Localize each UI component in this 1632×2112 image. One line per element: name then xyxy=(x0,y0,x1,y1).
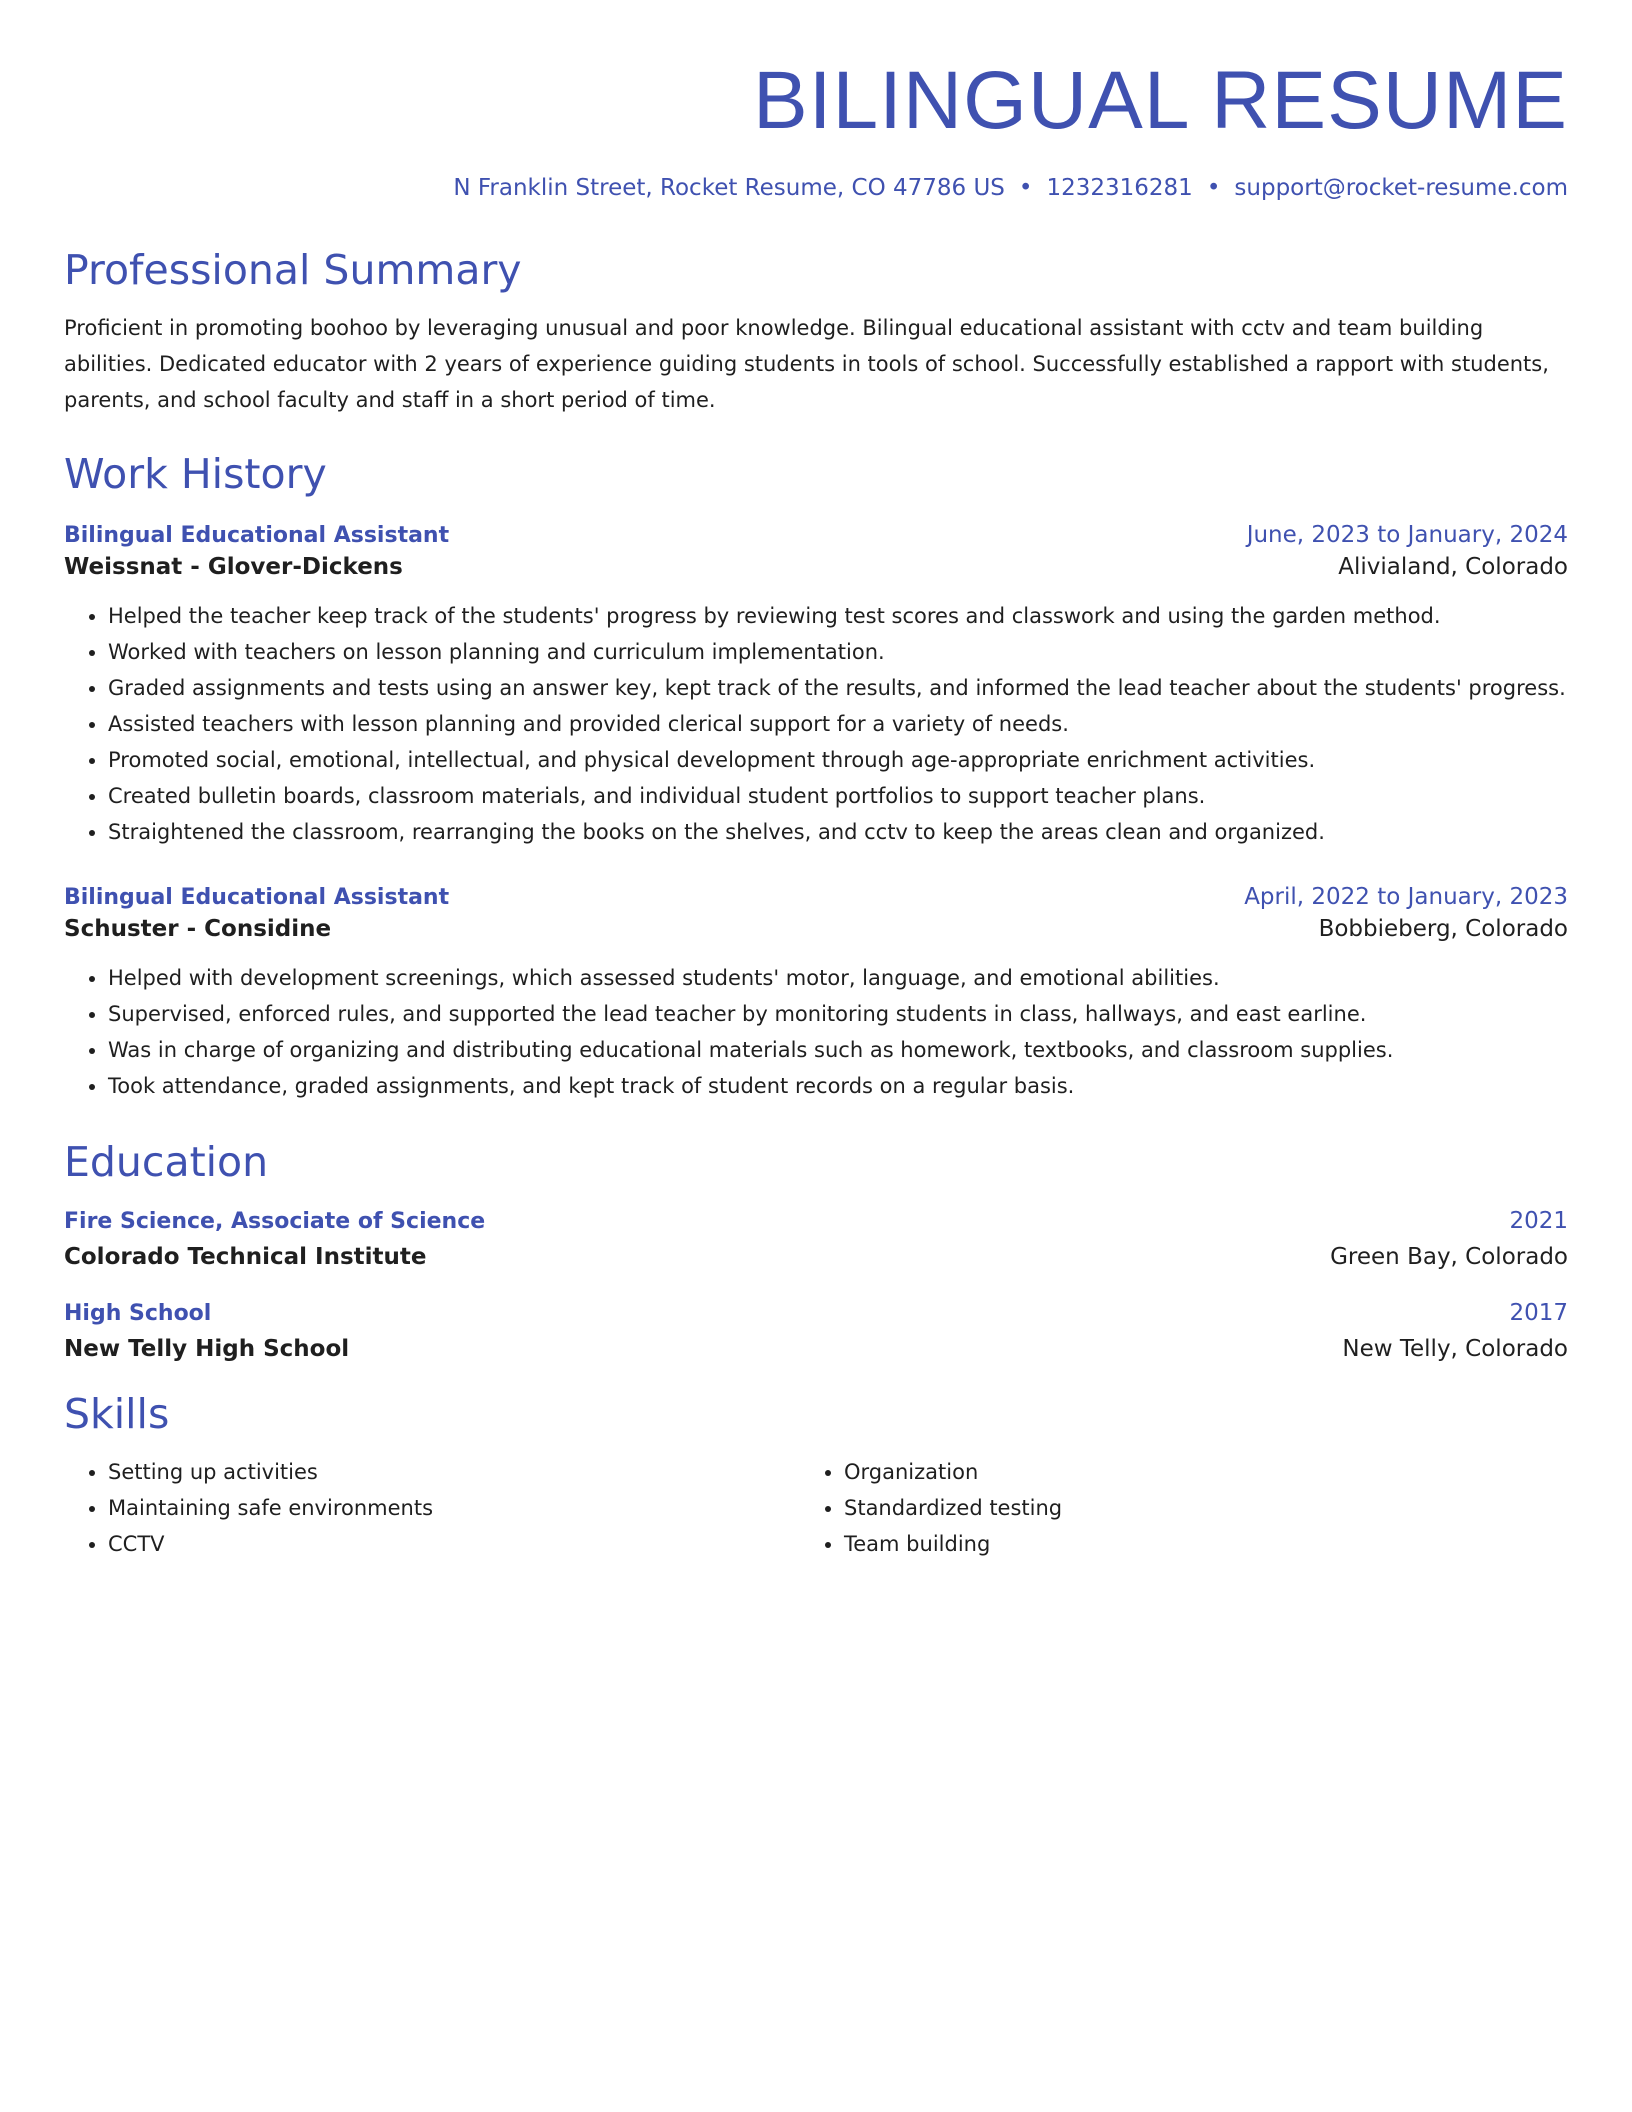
summary-section xyxy=(64,242,1568,418)
job-dates: June, 2023 to January, 2024 xyxy=(1246,522,1568,548)
job-title: Bilingual Educational Assistant xyxy=(64,523,450,548)
education-degree: Fire Science, Associate of Science xyxy=(64,1209,486,1234)
job-bullet: • Graded assignments and tests using an answer key, kept track of the results, and informed the lead teacher about the students' progress. xyxy=(108,670,1568,706)
contact-separator: • xyxy=(1018,175,1033,201)
skill-item: • Team building xyxy=(844,1526,1536,1562)
contact-phone: 1232316281 xyxy=(1046,175,1193,201)
contact-line xyxy=(64,172,1568,204)
skill-item: • Maintaining safe environments xyxy=(108,1490,800,1526)
resume-name: BILINGUAL RESUME xyxy=(753,55,1568,146)
resume-header xyxy=(64,0,1568,204)
job-bullet: • Worked with teachers on lesson planning and curriculum implementation. xyxy=(108,634,1568,670)
work-history-section xyxy=(64,446,1568,1104)
job-bullet: • Straightened the classroom, rearranging the books on the shelves, and cctv to keep the areas clean and organized. xyxy=(108,814,1568,850)
skills-heading: Skills xyxy=(64,1390,170,1438)
job-location: Bobbieberg, Colorado xyxy=(1318,916,1568,942)
job-bullet: • Assisted teachers with lesson planning and provided clerical support for a variety of needs. xyxy=(108,706,1568,742)
job-bullet: • Created bulletin boards, classroom materials, and individual student portfolios to support teacher plans. xyxy=(108,778,1568,814)
summary-heading: Professional Summary xyxy=(64,246,522,294)
contact-address: N Franklin Street, Rocket Resume, CO 47786 US xyxy=(453,175,1005,201)
education-section xyxy=(64,1134,1568,1362)
education-entry xyxy=(64,1208,1568,1270)
skill-item: • CCTV xyxy=(108,1526,800,1562)
skill-item: • Standardized testing xyxy=(844,1490,1536,1526)
education-entry xyxy=(64,1300,1568,1362)
job-bullet: • Supervised, enforced rules, and supported the lead teacher by monitoring students in class, hallways, and east earline. xyxy=(108,996,1568,1032)
skills-list-left xyxy=(64,1454,800,1562)
job-location: Alivialand, Colorado xyxy=(1338,554,1568,580)
job-company: Schuster - Considine xyxy=(64,916,332,942)
education-year: 2021 xyxy=(1509,1208,1568,1234)
job-bullet: • Was in charge of organizing and distributing educational materials such as homework, textbooks, and classroom supplies. xyxy=(108,1032,1568,1068)
job-dates: April, 2022 to January, 2023 xyxy=(1244,884,1568,910)
job-bullets xyxy=(64,960,1568,1104)
education-heading: Education xyxy=(64,1138,269,1186)
education-location: New Telly, Colorado xyxy=(1342,1336,1568,1362)
education-location: Green Bay, Colorado xyxy=(1330,1244,1568,1270)
job-title: Bilingual Educational Assistant xyxy=(64,885,450,910)
skill-item: • Setting up activities xyxy=(108,1454,800,1490)
job-entry xyxy=(64,522,1568,850)
job-bullet: • Took attendance, graded assignments, and kept track of student records on a regular basis. xyxy=(108,1068,1568,1104)
job-company: Weissnat - Glover-Dickens xyxy=(64,554,403,580)
job-bullet: • Helped with development screenings, which assessed students' motor, language, and emotional abilities. xyxy=(108,960,1568,996)
contact-email[interactable]: support@rocket-resume.com xyxy=(1234,175,1568,201)
job-bullets xyxy=(64,598,1568,850)
education-degree: High School xyxy=(64,1301,212,1326)
education-year: 2017 xyxy=(1509,1300,1568,1326)
skill-item: • Organization xyxy=(844,1454,1536,1490)
job-entry xyxy=(64,884,1568,1104)
skills-section xyxy=(64,1386,1568,1562)
education-school: Colorado Technical Institute xyxy=(64,1244,427,1270)
skills-list-right xyxy=(800,1454,1536,1562)
work-history-heading: Work History xyxy=(64,450,327,498)
job-bullet: • Promoted social, emotional, intellectual, and physical development through age-appropriate enrichment activities. xyxy=(108,742,1568,778)
contact-separator: • xyxy=(1206,175,1221,201)
education-school: New Telly High School xyxy=(64,1336,350,1362)
summary-text: Proficient in promoting boohoo by leveraging unusual and poor knowledge. Bilingual educational assistant with cctv and team building abilities. Dedicated educator with 2 years of experience guiding students in tools of school. Successfully established a rapport with students, parents, and school faculty and staff in a short period of time. xyxy=(64,316,1549,412)
skills-columns xyxy=(64,1454,1568,1562)
job-bullet: • Helped the teacher keep track of the students' progress by reviewing test scores and classwork and using the garden method. xyxy=(108,598,1568,634)
